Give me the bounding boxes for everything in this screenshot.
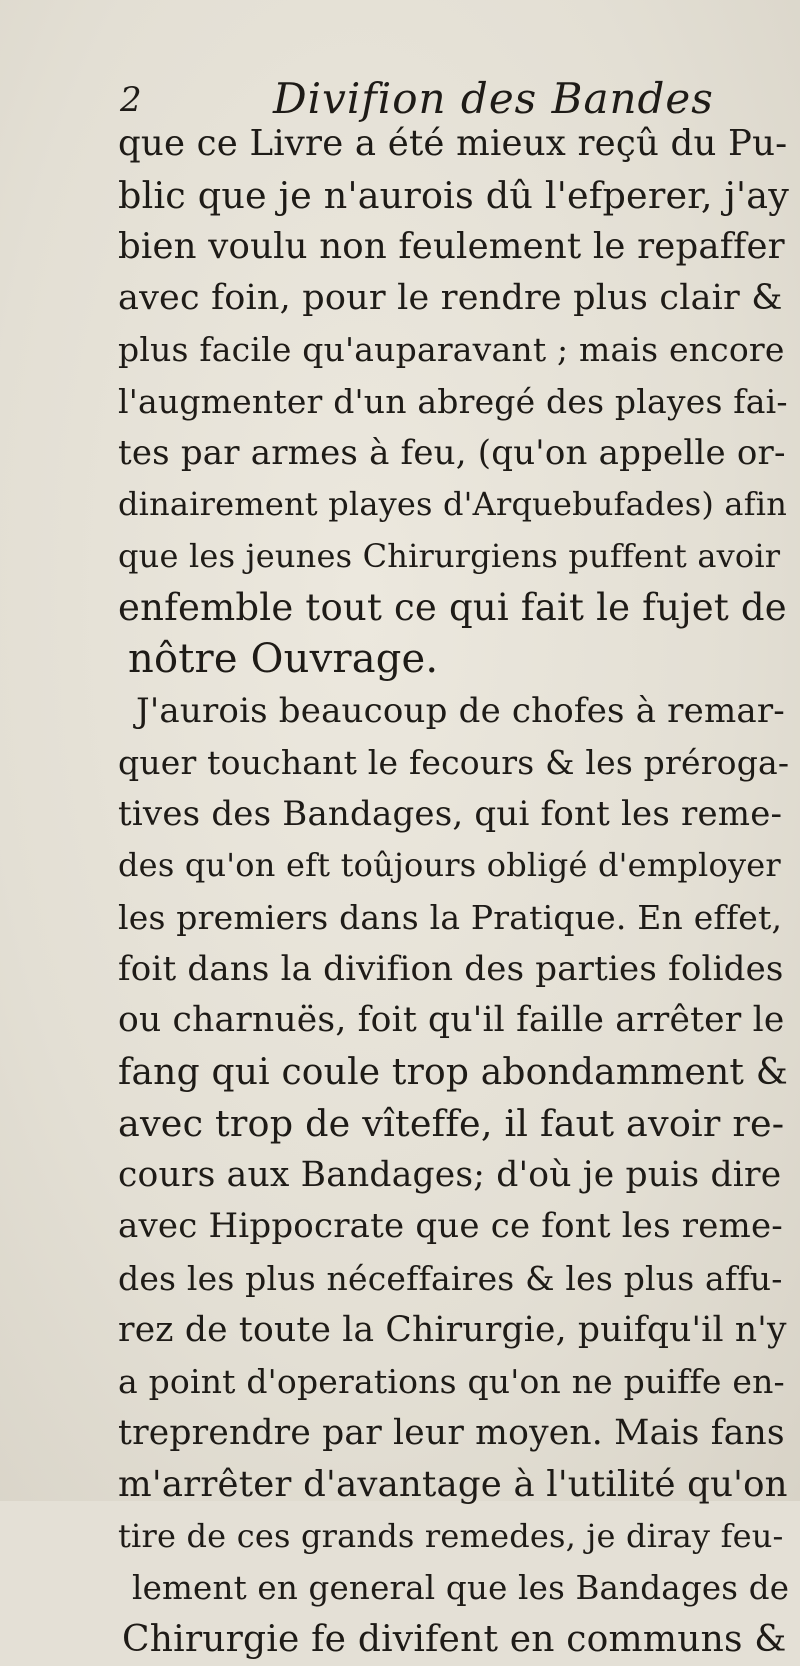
- paragraph-start-line: J'aurois beaucoup de chofes à remar-: [136, 690, 785, 731]
- text-line: ou charnuës, foit qu'il faille arrêter le: [118, 1000, 785, 1041]
- page-number: 2: [120, 80, 142, 120]
- page-header: [0, 74, 800, 124]
- running-title: Divifion des Bandes: [273, 74, 714, 123]
- text-line: quer touchant le fecours & les préroga-: [118, 743, 790, 783]
- text-line: nôtre Ouvrage.: [128, 635, 439, 682]
- text-line: enfemble tout ce qui fait le fujet de: [118, 586, 787, 630]
- text-line: avec trop de vîteffe, il faut avoir re-: [118, 1102, 785, 1146]
- text-line: treprendre par leur moyen. Mais fans: [118, 1412, 785, 1453]
- text-line: tives des Bandages, qui font les reme-: [118, 793, 783, 834]
- text-line: dinairement playes d'Arquebufades) afin: [118, 485, 788, 524]
- body-text: [118, 118, 798, 1666]
- text-line: tes par armes à feu, (qu'on appelle or-: [118, 432, 786, 473]
- text-line: a point d'operations qu'on ne puiffe en-: [118, 1362, 785, 1402]
- text-line: des les plus néceffaires & les plus affu-: [118, 1259, 783, 1299]
- text-line: plus facile qu'auparavant ; mais encore: [118, 330, 785, 370]
- text-line: que ce Livre a été mieux reçû du Pu-: [118, 123, 788, 164]
- text-line: que les jeunes Chirurgiens puffent avoir: [118, 536, 781, 575]
- text-line: Chirurgie fe divifent en communs &: [122, 1619, 787, 1661]
- text-line: bien voulu non feulement le repaffer: [118, 226, 785, 268]
- text-line: rez de toute la Chirurgie, puifqu'il n'y: [118, 1309, 787, 1350]
- text-line: tire de ces grands remedes, je diray feu-: [118, 1517, 784, 1556]
- text-line: des qu'on eft toûjours obligé d'employer: [118, 846, 781, 885]
- text-line: avec foin, pour le rendre plus clair &: [118, 277, 783, 318]
- text-line: blic que je n'aurois dû l'efperer, j'ay: [118, 173, 790, 217]
- text-line: les premiers dans la Pratique. En effet,: [118, 897, 783, 937]
- text-line: foit dans la divifion des parties folides: [118, 948, 784, 989]
- text-line: lement en general que les Bandages de: [132, 1568, 790, 1607]
- text-line: avec Hippocrate que ce font les reme-: [118, 1206, 783, 1247]
- text-line: m'arrêter d'avantage à l'utilité qu'on: [118, 1464, 788, 1506]
- text-line: l'augmenter d'un abregé des playes fai-: [118, 381, 788, 421]
- text-line: cours aux Bandages; d'où je puis dire: [118, 1154, 782, 1195]
- text-line: fang qui coule trop abondamment &: [118, 1051, 788, 1093]
